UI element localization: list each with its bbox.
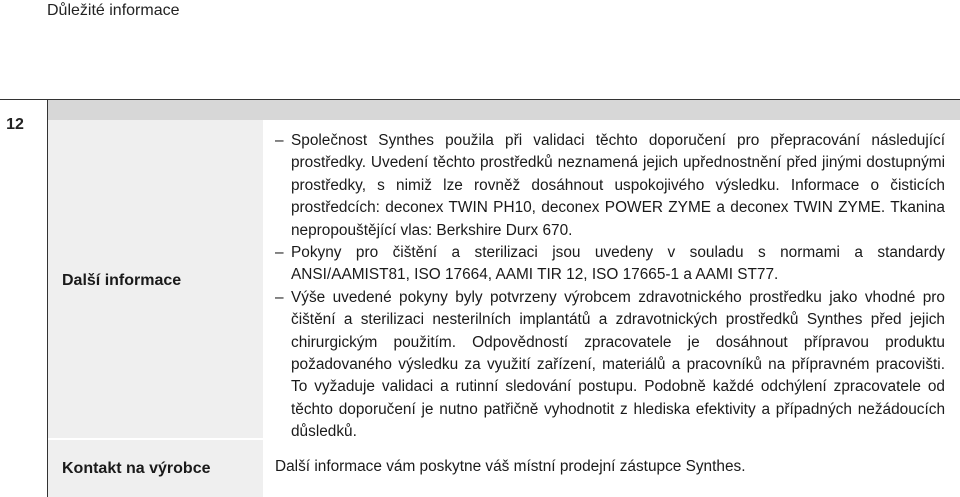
- bullet-dash: –: [275, 132, 284, 149]
- bullet-item: [275, 287, 945, 444]
- additional-info-content: [275, 130, 945, 444]
- section-label-additional-info: Další informace: [62, 272, 182, 289]
- page-number: 12: [6, 116, 24, 133]
- bullet-dash: –: [275, 244, 284, 262]
- bullet-item: [275, 130, 945, 242]
- manufacturer-contact-text: Další informace vám poskytne váš místní prodejní zástupce Synthes.: [275, 458, 746, 475]
- bullet-item: [275, 242, 945, 287]
- bullet-text: Výše uvedené pokyny byly potvrzeny výrobcem zdravotnického prostředku jako vhodné pro čištění a sterilizaci nesterilních implantátů a zdravotnických prostředků Synthes před jejich chirurgickým použitím. Odpovědností zpracovatele je dosáhnout přípravou produktu požadovaného výsledku za využití zařízení, materiálů a pracovníků na přípravném pracovišti. To vyžaduje validaci a rutinní sledování postupu. Podobně každé odchýlení zpracovatele od těchto doporučení je nutno patřičně vyhodnotit z hlediska efektivity a případných nežádoucích důsledků.: [291, 288, 945, 441]
- header-title: Důležité informace: [47, 2, 180, 19]
- bullet-dash: –: [275, 288, 284, 306]
- section-label-manufacturer-contact: Kontakt na výrobce: [62, 460, 211, 477]
- bullet-text: Společnost Synthes použila při validaci těchto doporučení pro přepracování následující prostředky. Uvedení těchto prostředků neznamená jejich upřednostnění před jinými dostupnými prostředky, s nimiž lze rovněž dosáhnout uspokojivého výsledku. Informace o čisticích prostředcích: deconex TWIN PH10, deconex POWER ZYME a deconex TWIN ZYME. Tkanina nepropouštějící vlas: Berkshire Durx 670.: [291, 132, 945, 239]
- bullet-text: Pokyny pro čištění a sterilizaci jsou uvedeny v souladu s normami a standardy ANSI/AAMIST81, ISO 17664, AAMI TIR 12, ISO 17665-1 a AAMI ST77.: [291, 244, 945, 284]
- table-header-band: [48, 100, 960, 120]
